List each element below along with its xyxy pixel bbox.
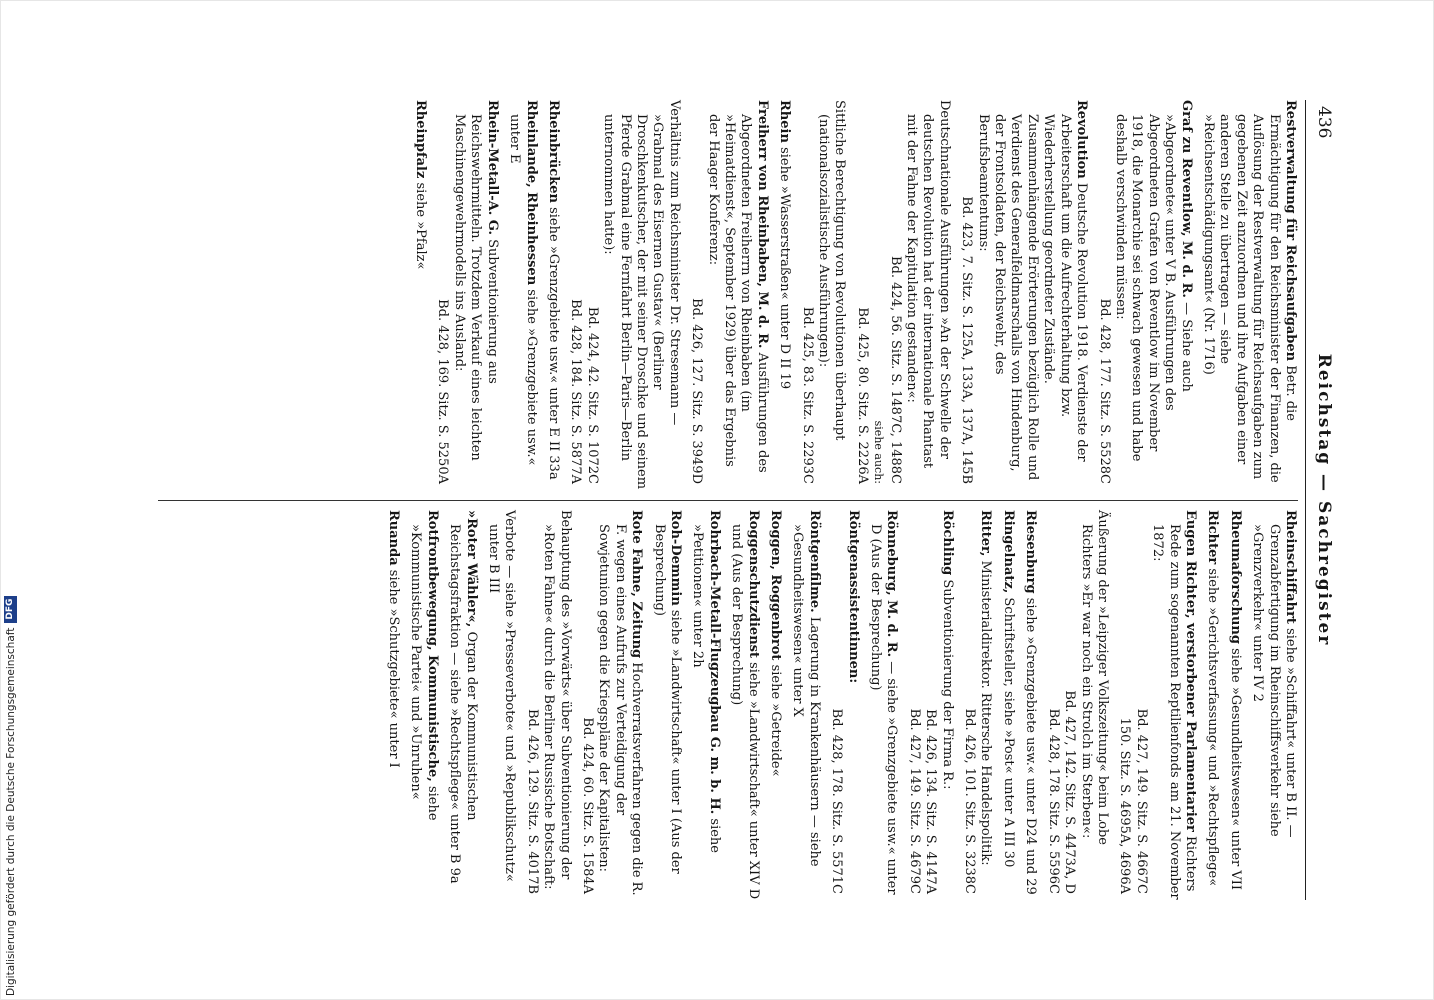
entry-text (1022, 510, 1038, 900)
index-entry (1044, 510, 1110, 900)
entry-text (506, 100, 539, 490)
entry-reference: Bd. 426, 127. Sitz. S. 3949D (689, 298, 705, 484)
entry-body: Betr. die Ermächtigung für den Reichsminister der Finanzen, die Auflösung der Restverwaltung für Reichsaufgaben zum gegebenen Zeit anzuordnen und ihre Aufgaben einer anderen Stelle zu übertragen — siehe »Reichsentschädigungsamt« (Nr. 1716) (1200, 114, 1298, 483)
index-entry (523, 510, 572, 900)
entry-headword: Rönneburg, M. d. R. (884, 510, 900, 658)
index-entry (1095, 100, 1193, 490)
column-divider (158, 500, 1298, 501)
entry-reference: Bd. 428, 178. Sitz. S. 5571C (829, 708, 845, 894)
entry-body: Ministerialdirektor. Rittersche Handelspolitik: (978, 560, 994, 866)
entry-reference: 150. Sitz. S. 4695A, 4696A (1117, 717, 1133, 894)
entry-text (1200, 100, 1298, 490)
entry-body: Richters Rede zum sogenannten Reptilienfonds am 21. November 1872: (1150, 524, 1198, 900)
entry-headword: Rhein-Metall-A. G. (484, 100, 500, 235)
entry-headword: Röchling (939, 510, 955, 576)
entry-text (485, 510, 518, 900)
entry-body: Lagerung in Krankenhäusern — siehe »Gesundheitswesen« unter X (790, 524, 822, 867)
entry-headword: Roggen, Roggenbrot (768, 510, 784, 661)
entry-headword: Roh-Demmin (668, 510, 683, 606)
entry-reference: Bd. 426, 101. Sitz. S. 3238C (962, 708, 978, 894)
index-entry (545, 100, 561, 490)
entry-headword: Ringelnatz, (1000, 510, 1016, 594)
index-entry (1000, 510, 1016, 900)
index-entry (412, 100, 428, 490)
index-entry (650, 510, 683, 900)
index-entry (567, 100, 682, 490)
entry-reference: Bd. 427, 149. Sitz. S. 4667C (1133, 708, 1149, 894)
entry-text (600, 100, 682, 490)
index-entry (853, 100, 951, 490)
index-entry (1116, 510, 1198, 900)
index-entry (446, 510, 479, 900)
entry-reference: Bd. 428, 184. Sitz. S. 5877A (568, 299, 584, 484)
entry-body: siehe »Kommunistische Partei« und »Unruhen« (408, 524, 440, 821)
page-title: Reichstag — Sachregister (1314, 353, 1334, 647)
entry-headword: Rotfrontbewegung, Kommunistische, (424, 510, 440, 782)
entry-text (704, 100, 770, 490)
index-entry (776, 100, 792, 490)
entry-body: Organ der Kommunistischen Reichstagsfraktion — siehe »Rechtspflege« unter B 9a (447, 524, 479, 884)
entry-headword: Richter (1205, 510, 1221, 565)
index-entry (485, 510, 518, 900)
index-entry (1200, 100, 1298, 490)
entry-body: siehe »Landwirtschaft« unter XIV D und (Aus der Besprechung) (729, 524, 761, 900)
index-entry (579, 510, 645, 900)
entry-text (689, 510, 722, 900)
entry-reference: siehe auch: (872, 420, 886, 484)
entry-text (789, 510, 822, 900)
entry-body: — Siehe auch »Abgeordnete« unter V B. Ausführungen des Abgeordneten Grafen von Reventlow im November 1918, die Monarchie sei schwach gewesen und habe deshalb verschwinden müssen: (1112, 114, 1194, 462)
footer-credit (4, 596, 17, 996)
entry-body: siehe »Landwirtschaft« unter I (Aus der Besprechung) (651, 524, 683, 874)
entry-text (867, 510, 900, 900)
right-column (379, 510, 1299, 900)
entry-text (977, 510, 993, 900)
entry-text (451, 100, 500, 490)
entry-text (1112, 100, 1194, 490)
entry-body: siehe »Grenzgebiete usw.« unter E II 33a (545, 207, 561, 480)
entry-headword: Riesenburg (1023, 510, 1039, 594)
entry-reference: Bd. 427, 149. Sitz. S. 4679C (906, 708, 922, 894)
index-entry (407, 510, 440, 900)
entry-body: siehe »Petitionen« unter 2h (690, 524, 722, 853)
entry-body: siehe »Wasserstraßen« unter D II 19 (777, 147, 793, 390)
index-entry (767, 510, 783, 900)
entry-text (540, 510, 573, 900)
entry-body: siehe »Grenzgebiete usw.« unter E (507, 114, 539, 466)
entry-headword: Ritter, (978, 510, 994, 557)
entry-text (938, 510, 954, 900)
entry-body: Äußerung der »Leipziger Volkszeitung« beim Lobe Richters »Er war noch ein Strolch im Sterben«: (1078, 510, 1110, 845)
index-entry (1204, 510, 1220, 900)
index-entry (689, 510, 722, 900)
entry-text (595, 510, 644, 900)
index-entry (688, 100, 770, 490)
entry-text (1000, 510, 1016, 900)
entry-body: siehe »Grenzgebiete usw.« unter D24 und 29 (1023, 597, 1039, 895)
entry-text (412, 100, 428, 490)
entry-text (1077, 510, 1110, 900)
entry-reference: Bd. 424, 60. Sitz. S. 1584A (579, 717, 595, 894)
header-rule (1305, 100, 1306, 900)
entry-reference: Bd. 428, 169. Sitz. S. 5250A (435, 299, 451, 484)
entry-headword: Roggenschutzdienst (745, 510, 761, 658)
index-entry (828, 510, 861, 900)
entry-reference: Bd. 426, 134. Sitz. S. 4147A (923, 709, 939, 894)
entry-headword: Röntgenfilme. (806, 510, 822, 613)
entry-reference: Bd. 423, 7. Sitz. S. 125A, 133A, 137A, 145B (959, 196, 975, 484)
index-entry (385, 510, 401, 900)
entry-body: Verbote — siehe »Presseverbote« und »Republikschutz« unter B III (485, 510, 518, 882)
entry-headword: Eugen Richter, verstorbener Parlamentarier (1182, 510, 1198, 832)
entry-headword: »Roter Wähler«, (463, 510, 479, 628)
entry-text (1204, 510, 1220, 900)
index-entry (1249, 510, 1298, 900)
entry-body: Subventionierung aus Reichswehrmitteln. Trotzdem Verkauf eines leichten Maschinengewehrmodells ins Ausland: (451, 114, 500, 461)
index-entry (728, 510, 761, 900)
entry-headword: Rhein (777, 100, 793, 143)
entry-reference: Bd. 424, 56. Sitz. S. 1487C, 1488C (887, 256, 903, 484)
entry-body: Hochverratsverfahren gegen die R. F. wegen eines Aufrufs zur Verteidigung der Sowjetunion gegen die Kriegspläne der Kapitalisten: (596, 524, 645, 896)
entry-text (446, 510, 479, 900)
index-entry (798, 100, 847, 490)
entry-body: Ausführungen des Abgeordneten Freiherrn von Rheinbaben (im »Heimatdienst«, September 1929) über das Ergebnis der Haager Konferenz: (705, 114, 770, 473)
index-entry (506, 100, 539, 490)
index-entry (961, 510, 994, 900)
entry-headword: Rheinlande, Rheinhessen (523, 100, 539, 286)
index-entry (867, 510, 900, 900)
index-entry (789, 510, 822, 900)
entry-reference: Bd. 427, 142. Sitz. S. 4473A, D (1062, 690, 1078, 894)
entry-headword: Restverwaltung für Reichsaufgaben (1283, 100, 1298, 362)
entry-text (728, 510, 761, 900)
entry-text (407, 510, 440, 900)
entry-body: siehe »Schutzgebiete« unter I (385, 569, 401, 768)
entry-reference: Bd. 426, 129. Sitz. S. 4017B (524, 708, 540, 894)
index-entry (434, 100, 500, 490)
entry-body: Deutsche Revolution 1918. Verdienste der Arbeiterschaft um die Aufrechterhaltung bzw. Wiederherstellung geordneter Zustände. Zusammenhängende Erörterungen bezüglich Rolle und Verdienst des Generalfeldmarschalls von Hindenburg, der Frontsoldaten, der Reichswehr, des Berufsbeamtentums: (975, 114, 1090, 481)
entry-body: Schriftsteller, siehe »Post« unter A III 30 (1000, 597, 1016, 868)
entry-headword: Rohrbach-Metall-Flugzeugbau G. m. b. H. (706, 510, 722, 815)
entry-text (974, 100, 1089, 490)
entry-headword: Rheinpfalz (413, 100, 429, 179)
rotated-page (134, 100, 1334, 900)
entry-text (815, 100, 848, 490)
entry-body: Verhältnis zum Reichsminister Dr. Stresemann — »Grabmal des Eisernen Gustav« (Berliner Droschkenkutscher, der mit seiner Droschke und seinem Pferde Grabmal eine Fernfahrt Berlin—Paris—Berlin unternommen hatte): (601, 100, 682, 490)
entry-headword: Rheumaforschung (1227, 510, 1243, 644)
entry-body: Behauptung des »Vorwärts« über Subventionierung der »Roten Fahne« durch die Berliner Russische Botschaft: (541, 510, 573, 890)
entry-body: siehe »Schiffahrt« unter B II. — Grenzabfertigung im Rheinschiffsverkehr siehe »Grenzverkehr« unter IV 2 (1250, 524, 1298, 838)
entry-reference: Bd. 425, 83. Sitz. S. 2293C (799, 306, 815, 484)
entry-headword: Revolution (1074, 100, 1090, 179)
entry-body: siehe »Pfalz« (413, 182, 429, 270)
entry-headword: Freiherr von Rheinbaben, M. d. R. (754, 100, 770, 349)
dfg-logo: DFG (4, 596, 17, 623)
entry-reference: Bd. 425, 80. Sitz. S. 2226A (854, 307, 870, 484)
page-header (1306, 100, 1334, 900)
entry-text (385, 510, 401, 900)
entry-text (903, 100, 952, 490)
entry-body: — siehe »Grenzgebiete usw.« unter D (Aus der Besprechung) (868, 524, 900, 895)
footer-text: Digitalisierung gefördert durch die Deutsche Forschungsgemeinschaft (4, 627, 17, 996)
entry-body: Subventionierung der Firma R.: (939, 579, 955, 790)
entry-headword: Rheinbrücken (545, 100, 561, 203)
entry-text (545, 100, 561, 490)
index-entry (958, 100, 1089, 490)
entry-text (767, 510, 783, 900)
entry-body: siehe »Gesundheitswesen« unter VII (1227, 648, 1243, 891)
entry-body: siehe »Gerichtsverfassung« und »Rechtspflege« (1205, 568, 1221, 887)
entry-headword: Röntgenassistentinnen: (845, 510, 861, 684)
entry-body: Deutschnationale Ausführungen »An der Schwelle der deutschen Revolution hat der internationale Phantast mit der Fahne der Kapitulation gestanden«: (904, 100, 952, 469)
entry-body: siehe »Getreide« (768, 664, 784, 777)
entry-reference: Bd. 424, 42. Sitz. S. 1072C (584, 306, 600, 484)
entry-headword: Rote Fahne, Zeitung (629, 510, 645, 659)
entry-reference: Bd. 428, 177. Sitz. S. 5528C (1096, 298, 1112, 484)
index-entry (905, 510, 954, 900)
entry-text (1149, 510, 1198, 900)
index-entry (1226, 510, 1242, 900)
entry-text (844, 510, 860, 900)
entry-headword: Ruanda (385, 510, 401, 566)
entry-headword: Rheinschiffahrt (1283, 510, 1298, 624)
entry-headword: Graf zu Reventlow, M. d. R. (1178, 100, 1194, 298)
entry-text (776, 100, 792, 490)
page-number: 436 (1314, 106, 1334, 139)
entry-body: Sittliche Berechtigung von Revolutionen überhaupt (nationalsozialistische Ausführungen): (816, 100, 848, 441)
index-entry (1022, 510, 1038, 900)
entry-text (1226, 510, 1242, 900)
left-column (406, 100, 1298, 490)
entry-text (650, 510, 683, 900)
entry-reference: Bd. 428, 178. Sitz. S. 5596C (1045, 708, 1061, 894)
entry-text (1249, 510, 1298, 900)
